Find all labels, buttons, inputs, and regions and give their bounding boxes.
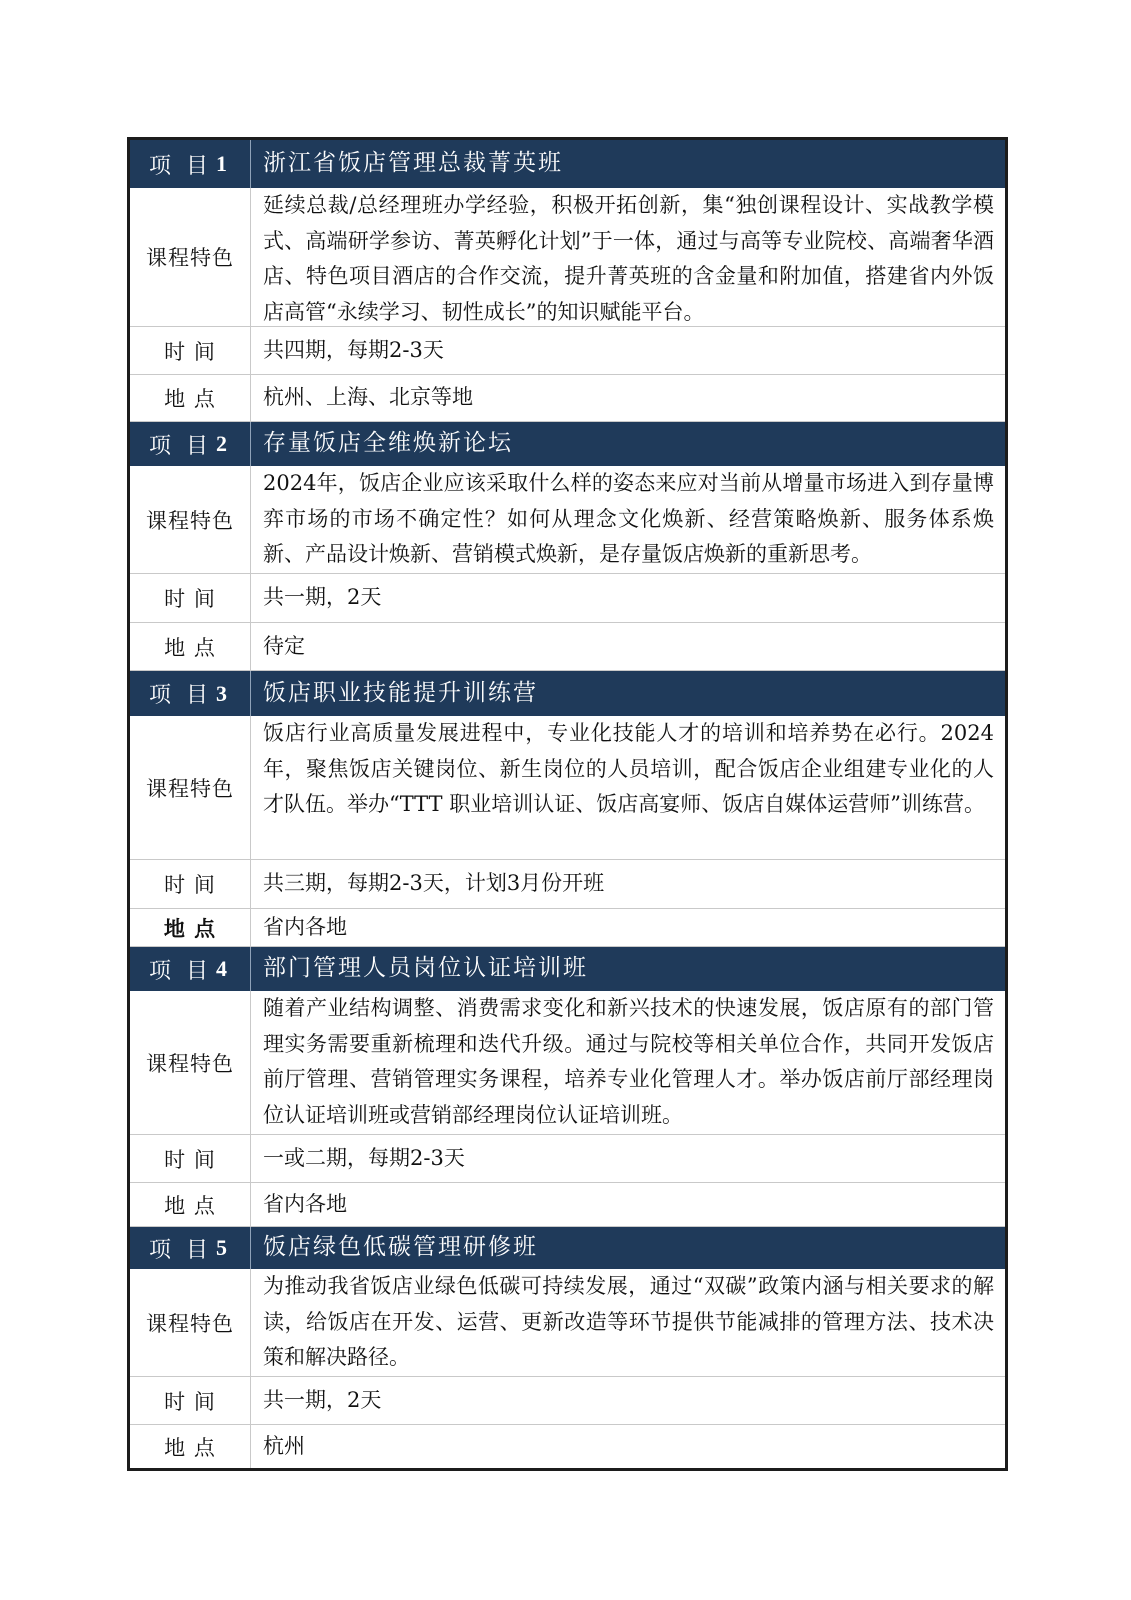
project-number-cell (130, 1227, 251, 1269)
time-row (130, 1377, 1005, 1425)
place-value: 省内各地 (263, 1191, 347, 1216)
feature-row (130, 1269, 1005, 1377)
feature-label: 课程特色 (130, 188, 251, 326)
project-number: 3 (216, 680, 231, 706)
project-title: 饭店绿色低碳管理研修班 (263, 1234, 538, 1261)
program-table (127, 137, 1008, 1471)
project-title: 部门管理人员岗位认证培训班 (263, 955, 588, 982)
feature-row (130, 716, 1005, 860)
time-label: 时 间 (130, 327, 251, 374)
time-row (130, 327, 1005, 375)
place-value: 杭州、上海、北京等地 (263, 385, 473, 410)
project-header-row (130, 1227, 1005, 1269)
feature-text: 为推动我省饭店业绿色低碳可持续发展，通过“双碳”政策内涵与相关要求的解读，给饭店在开发、运营、更新改造等环节提供节能减排的管理方法、技术决策和解决路径。 (263, 1274, 994, 1369)
project-header-row (130, 671, 1005, 716)
time-row (130, 860, 1005, 909)
time-value: 共一期，2天 (263, 585, 382, 610)
project-label: 项 目 (149, 1237, 212, 1263)
feature-label: 课程特色 (130, 991, 251, 1134)
project-number: 2 (216, 431, 231, 456)
feature-label: 课程特色 (130, 716, 251, 859)
project-number-cell (130, 140, 251, 188)
place-row (130, 909, 1005, 947)
feature-text: 2024年，饭店企业应该采取什么样的姿态来应对当前从增量市场进入到存量博弈市场的市场不确定性？如何从理念文化焕新、经营策略焕新、服务体系焕新、产品设计焕新、营销模式焕新，是存量饭店焕新的重新思考。 (263, 471, 994, 566)
place-label: 地 点 (130, 1425, 251, 1468)
feature-text: 延续总裁/总经理班办学经验，积极开拓创新，集“独创课程设计、实战教学模式、高端研学参访、菁英孵化计划”于一体，通过与高等专业院校、高端奢华酒店、特色项目酒店的合作交流，提升菁英班的含金量和附加值，搭建省内外饭店高管“永续学习、韧性成长”的知识赋能平台。 (263, 193, 994, 324)
project-number: 4 (216, 956, 231, 981)
time-label: 时 间 (130, 574, 251, 622)
time-value: 一或二期，每期2-3天 (263, 1145, 465, 1170)
project-label: 项 目 (149, 683, 212, 708)
feature-row (130, 188, 1005, 327)
feature-label: 课程特色 (130, 1269, 251, 1376)
time-row (130, 1135, 1005, 1183)
project-number-cell (130, 947, 251, 991)
feature-row (130, 991, 1005, 1135)
time-label: 时 间 (130, 1377, 251, 1424)
project-label: 项 目 (149, 153, 212, 179)
time-row (130, 574, 1005, 623)
place-row (130, 1425, 1005, 1468)
place-label: 地 点 (130, 623, 251, 670)
time-value: 共三期，每期2-3天，计划3月份开班 (263, 871, 605, 896)
project-header-row (130, 947, 1005, 991)
project-number: 5 (216, 1235, 231, 1260)
place-row (130, 623, 1005, 671)
project-title: 饭店职业技能提升训练营 (263, 679, 538, 706)
place-row (130, 375, 1005, 422)
place-label: 地 点 (130, 1183, 251, 1226)
feature-label: 课程特色 (130, 466, 251, 573)
place-value: 杭州 (263, 1433, 305, 1458)
project-title: 浙江省饭店管理总裁菁英班 (263, 150, 563, 177)
place-label: 地 点 (130, 909, 251, 946)
place-value: 待定 (263, 633, 305, 658)
place-label: 地 点 (130, 375, 251, 421)
time-value: 共一期，2天 (263, 1387, 382, 1412)
project-label: 项 目 (149, 433, 212, 459)
project-label: 项 目 (149, 958, 212, 984)
project-header-row (130, 422, 1005, 466)
feature-text: 随着产业结构调整、消费需求变化和新兴技术的快速发展，饭店原有的部门管理实务需要重新梳理和迭代升级。通过与院校等相关单位合作，共同开发饭店前厅管理、营销管理实务课程，培养专业化管理人才。举办饭店前厅部经理岗位认证培训班或营销部经理岗位认证培训班。 (263, 996, 994, 1127)
place-row (130, 1183, 1005, 1227)
project-number-cell (130, 671, 251, 716)
place-value: 省内各地 (263, 914, 347, 939)
feature-text: 饭店行业高质量发展进程中，专业化技能人才的培训和培养势在必行。2024年，聚焦饭店关键岗位、新生岗位的人员培训，配合饭店企业组建专业化的人才队伍。举办“TTT 职业培训认证、饭店高宴师、饭店自媒体运营师”训练营。 (263, 721, 994, 816)
time-value: 共四期，每期2-3天 (263, 337, 444, 362)
project-number-cell (130, 422, 251, 466)
time-label: 时 间 (130, 1135, 251, 1182)
time-label: 时 间 (130, 860, 251, 908)
project-title: 存量饭店全维焕新论坛 (263, 430, 513, 457)
feature-row (130, 466, 1005, 574)
project-header-row (130, 140, 1005, 188)
project-number: 1 (216, 151, 231, 176)
